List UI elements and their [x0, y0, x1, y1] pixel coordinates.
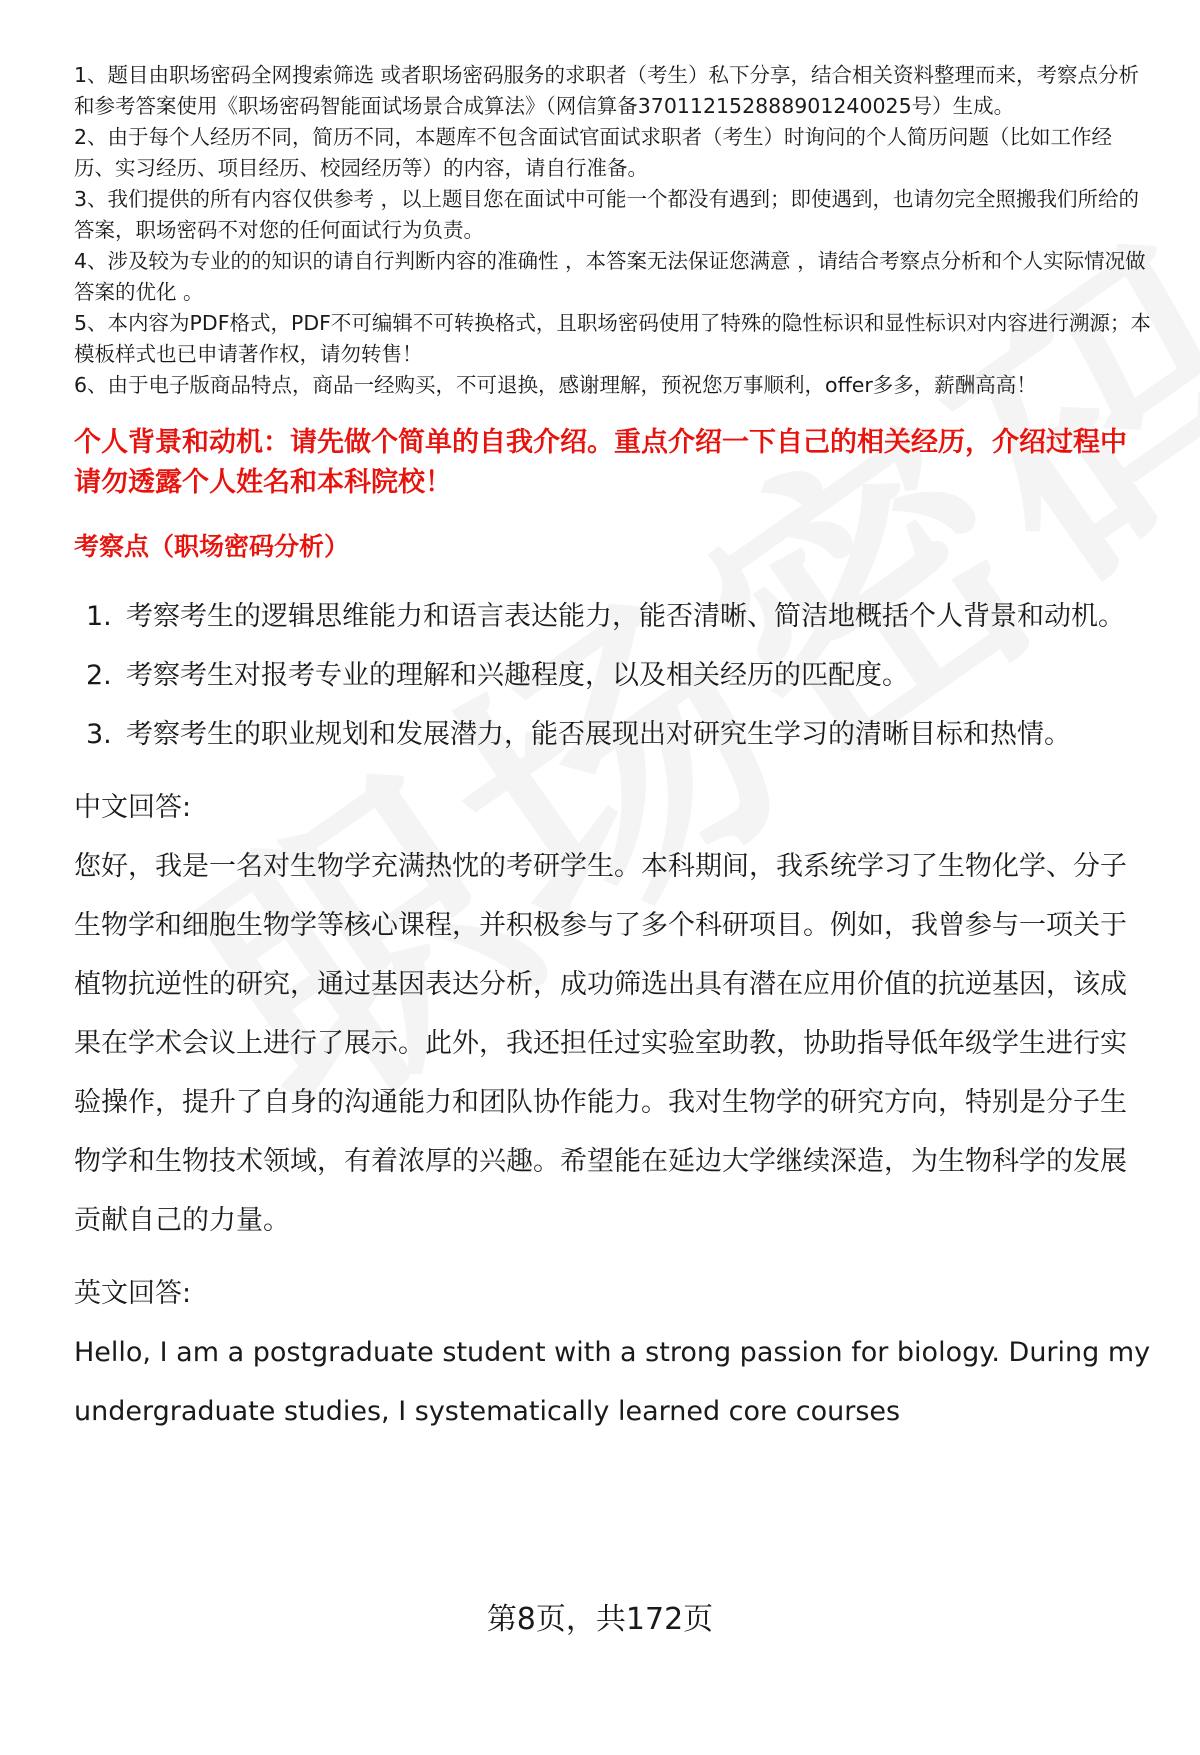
- chinese-answer-text: 您好，我是一名对生物学充满热忱的考研学生。本科期间，我系统学习了生物化学、分子生物学和细胞生物学等核心课程，并积极参与了多个科研项目。例如，我曾参与一项关于植物抗逆性的研究，通过基因表达分析，成功筛选出具有潜在应用价值的抗逆基因，该成果在学术会议上进行了展示。此外，我还担任过实验室助教，协助指导低年级学生进行实验操作，提升了自身的沟通能力和团队协作能力。我对生物学的研究方向，特别是分子生物学和生物技术领域，有着浓厚的兴趣。希望能在延边大学继续深造，为生物科学的发展贡献自己的力量。: [74, 851, 1127, 1236]
- page-number-footer: 第8页，共172页: [486, 1602, 714, 1637]
- chinese-answer-label: 中文回答:: [74, 792, 192, 823]
- point-text: 考察考生的职业规划和发展潜力，能否展现出对研究生学习的清晰目标和热情。: [126, 719, 1071, 750]
- analysis-points-list: [74, 587, 1152, 764]
- disclaimer-item: 2、由于每个人经历不同，简历不同，本题库不包含面试官面试求职者（考生）时询问的个人简历问题（比如工作经历、实习经历、项目经历、校园经历等）的内容，请自行准备。: [74, 125, 1113, 180]
- analysis-point: [74, 646, 1152, 705]
- disclaimer: [74, 60, 1152, 401]
- analysis-point: [74, 705, 1152, 764]
- document-page: [74, 60, 1152, 1441]
- english-answer-label: 英文回答:: [74, 1278, 192, 1309]
- question-heading: 个人背景和动机：请先做个简单的自我介绍。重点介绍一下自己的相关经历，介绍过程中请勿透露个人姓名和本科院校！: [74, 427, 1127, 498]
- disclaimer-item: 1、题目由职场密码全网搜索筛选 或者职场密码服务的求职者（考生）私下分享，结合相关资料整理而来，考察点分析和参考答案使用《职场密码智能面试场景合成算法》（网信算备370112152888901240025号）生成。: [74, 63, 1140, 118]
- disclaimer-item: 6、由于电子版商品特点，商品一经购买，不可退换，感谢理解，预祝您万事顺利，offer多多，薪酬高高！: [74, 373, 1037, 397]
- disclaimer-item: 4、涉及较为专业的的知识的请自行判断内容的准确性 ，本答案无法保证您满意 ，请结合考察点分析和个人实际情况做答案的优化 。: [74, 249, 1146, 304]
- analysis-point: [74, 587, 1152, 646]
- point-number: 2.: [86, 660, 112, 691]
- point-text: 考察考生对报考专业的理解和兴趣程度，以及相关经历的匹配度。: [126, 660, 909, 691]
- point-number: 3.: [86, 719, 112, 750]
- disclaimer-item: 3、我们提供的所有内容仅供参考 ，以上题目您在面试中可能一个都没有遇到；即使遇到，也请勿完全照搬我们所给的答案，职场密码不对您的任何面试行为负责。: [74, 187, 1140, 242]
- analysis-section-title: 考察点（职场密码分析）: [74, 532, 350, 561]
- point-text: 考察考生的逻辑思维能力和语言表达能力，能否清晰、简洁地概括个人背景和动机。: [126, 601, 1125, 632]
- point-number: 1.: [86, 601, 112, 632]
- disclaimer-item: 5、本内容为PDF格式，PDF不可编辑不可转换格式，且职场密码使用了特殊的隐性标识和显性标识对内容进行溯源；本模板样式也已申请著作权，请勿转售！: [74, 311, 1151, 366]
- english-answer-text: Hello, I am a postgraduate student with a strong passion for biology. During my undergraduate studies, I systematically learned core courses: [74, 1337, 1151, 1427]
